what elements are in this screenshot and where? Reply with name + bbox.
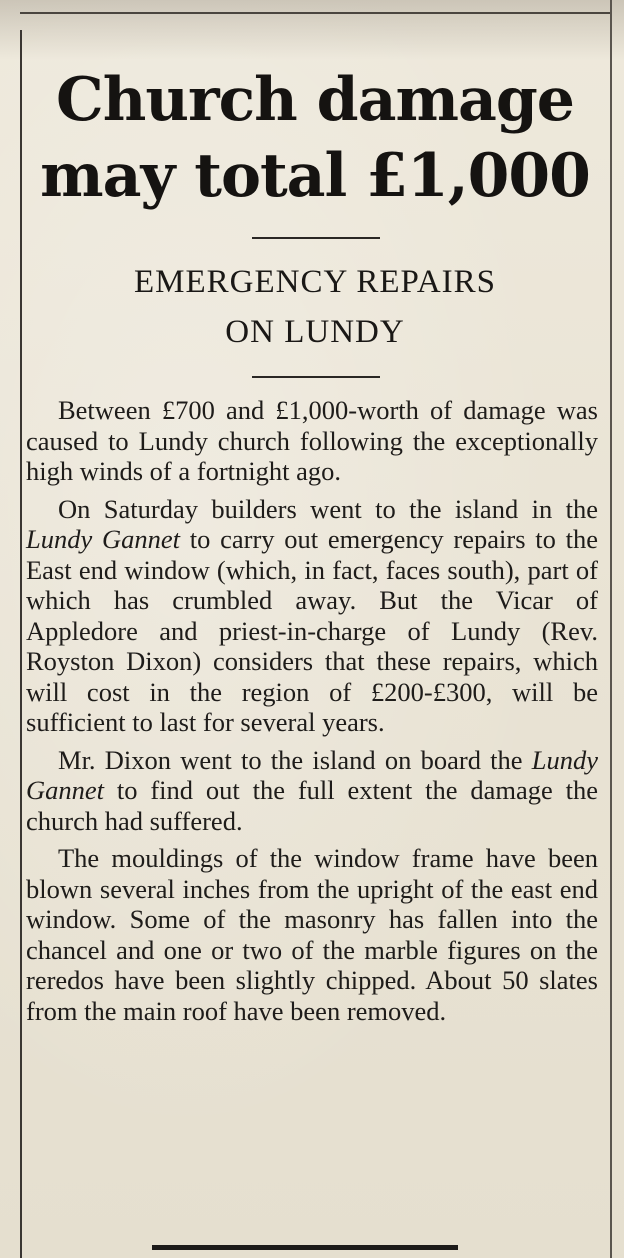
- paragraph-3: [26, 745, 598, 837]
- divider-rule-lower: [252, 376, 380, 378]
- ship-name: Lundy Gannet: [26, 524, 181, 554]
- headline-line-2: may total £1,000: [40, 141, 590, 211]
- paragraph-2-text-c: to carry out emergency repairs to the East end window (which, in fact, faces south), part of which has crumbled away. But the Vicar of Appledore and priest-in-charge of Lundy (Rev. Royston Dixon) considers that these repairs, which will cost in the region of £200-£300, will be sufficient to last for several years.: [26, 524, 598, 737]
- paragraph-3-text-a: Mr. Dixon went to the island on board the: [58, 744, 532, 775]
- paragraph-2-text-a: On Saturday builders went to the island in the: [58, 493, 598, 524]
- paragraph-3-text-c: to find out the full extent the damage the church had suffered.: [26, 775, 598, 836]
- headline: [30, 62, 600, 214]
- subhead-line-1: EMERGENCY REPAIRS: [133, 264, 497, 300]
- paragraph-4-text: The mouldings of the window frame have been blown several inches from the upright of the east end window. Some of the masonry has fallen into the chancel and one or two of the marble figures on the reredos have been slightly chipped. About 50 slates from the main roof have been removed.: [26, 843, 598, 1026]
- column-rule-right: [610, 0, 612, 1258]
- page-top-shadow: [0, 0, 624, 60]
- subhead-line-2: ON LUNDY: [225, 314, 405, 350]
- paragraph-2: [26, 494, 598, 738]
- paragraph-1-text: Between £700 and £1,000-worth of damage was caused to Lundy church following the exceptionally high winds of a fortnight ago.: [26, 395, 598, 486]
- paragraph-1: [26, 395, 598, 487]
- top-rule: [20, 12, 610, 14]
- paragraph-4: [26, 843, 598, 1026]
- column-rule-left: [20, 30, 22, 1258]
- divider-rule-upper: [252, 237, 380, 239]
- bottom-rule: [152, 1245, 458, 1250]
- ship-name: Lundy Gannet: [26, 744, 598, 805]
- article-body: [26, 395, 598, 1033]
- subheadline: [40, 257, 590, 357]
- headline-line-1: Church damage: [56, 65, 574, 135]
